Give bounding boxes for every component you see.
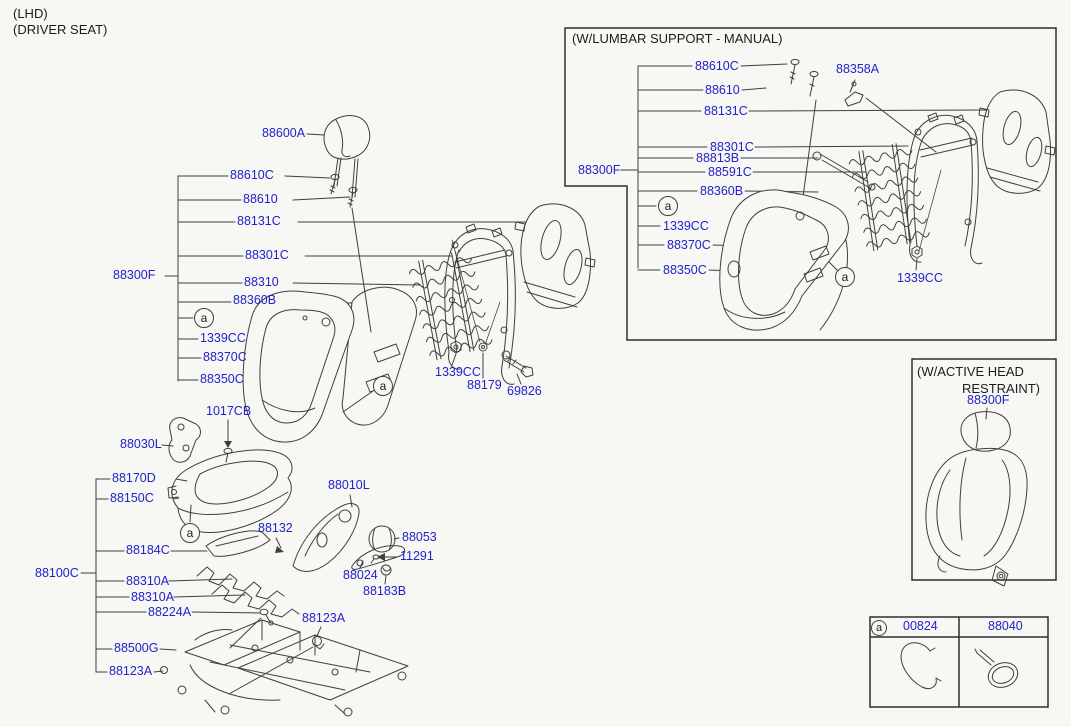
headrest-sketch [324,116,370,197]
callout-a-lumbar-bracket: a [658,196,678,216]
callout-a-lumbar-seatback: a [835,267,855,287]
mount-bracket-sketch [169,418,232,463]
legend-part-label-00824[interactable]: 00824 [903,619,938,633]
lumbar-frame-sketch [907,113,982,264]
part-label-88132[interactable]: 88132 [258,521,293,535]
part-label-88300f[interactable]: 88300F [113,268,156,282]
callout-a-legend: a [871,620,887,636]
part-label-88100c[interactable]: 88100C [35,566,79,580]
part-label-88010l[interactable]: 88010L [328,478,370,492]
lumbar-part-label-88591c[interactable]: 88591C [708,165,752,179]
knob-sketch [369,526,395,552]
active-head-seat-sketch [926,408,1027,586]
part-label-1339cc-2[interactable]: 1339CC [435,365,481,379]
lumbar-nut-sketch [912,246,922,258]
lumbar-box-title: (W/LUMBAR SUPPORT - MANUAL) [572,31,783,46]
part-label-88600a[interactable]: 88600A [262,126,306,140]
lumbar-strap-sketch [845,82,863,106]
active-head-title-line1: (W/ACTIVE HEAD [917,364,1024,379]
callout-a-main-seatback: a [373,376,393,396]
part-label-88610[interactable]: 88610 [243,192,278,206]
legend-hog-ring-sketch [901,643,941,689]
part-label-88179[interactable]: 88179 [467,378,502,392]
part-label-88360b[interactable]: 88360B [233,293,277,307]
lumbar-mat2-sketch [847,141,930,252]
lumbar-part-label-88370c[interactable]: 88370C [667,238,711,252]
drawing-note-driver-seat: (DRIVER SEAT) [13,22,108,37]
seatback-cushion-sketch [243,287,416,442]
cushion-wire-sketches [197,567,299,617]
lumbar-part-label-1339cc[interactable]: 1339CC [663,219,709,233]
part-label-88310a-2[interactable]: 88310A [131,590,175,604]
main-cushion-bracket [81,479,260,672]
lumbar-part-label-88360b[interactable]: 88360B [700,184,744,198]
legend-ring-sketch [975,649,1021,691]
part-label-88123a-2[interactable]: 88123A [109,664,153,678]
part-label-69826[interactable]: 69826 [507,384,542,398]
part-label-88030l[interactable]: 88030L [120,437,162,451]
lumbar-cushion-sketch [720,190,849,330]
back-panel-sketch [515,204,595,308]
part-label-88610c[interactable]: 88610C [230,168,274,182]
seat-track-sketch [178,620,408,716]
lumbar-part-label-88610[interactable]: 88610 [705,83,740,97]
lumbar-screws-sketch [790,59,818,96]
lumbar-part-label-88610c[interactable]: 88610C [695,59,739,73]
lumbar-part-label-88131c[interactable]: 88131C [704,104,748,118]
part-label-88123a[interactable]: 88123A [302,611,346,625]
part-label-1017cb[interactable]: 1017CB [206,404,252,418]
part-label-88184c[interactable]: 88184C [126,543,170,557]
part-label-88170d[interactable]: 88170D [112,471,156,485]
lumbar-part-label-88301c[interactable]: 88301C [710,140,754,154]
part-label-88370c[interactable]: 88370C [203,350,247,364]
part-label-88183b[interactable]: 88183B [363,584,407,598]
lumbar-part-label-88350c[interactable]: 88350C [663,263,707,277]
active-head-part-label-88300f[interactable]: 88300F [967,393,1010,407]
part-label-88310[interactable]: 88310 [244,275,279,289]
drawing-note-lhd: (LHD) [13,6,48,21]
part-label-88024[interactable]: 88024 [343,568,378,582]
part-label-88301c[interactable]: 88301C [245,248,289,262]
part-label-88053[interactable]: 88053 [402,530,437,544]
callout-a-main-cushion: a [180,523,200,543]
part-label-88224a[interactable]: 88224A [148,605,192,619]
side-shield-sketch [293,504,359,572]
part-label-88150c[interactable]: 88150C [110,491,154,505]
part-label-1339cc[interactable]: 1339CC [200,331,246,345]
lumbar-part-label-88300f[interactable]: 88300F [578,163,621,177]
part-label-88310a[interactable]: 88310A [126,574,170,588]
lumbar-part-label-88813b[interactable]: 88813B [696,151,740,165]
part-label-88350c[interactable]: 88350C [200,372,244,386]
active-head-title-line2: RESTRAINT) [962,381,1040,396]
callout-a-main-bracket: a [194,308,214,328]
part-label-88131c[interactable]: 88131C [237,214,281,228]
part-label-88500g[interactable]: 88500G [114,641,159,655]
part-label-11291[interactable]: 11291 [400,549,434,563]
lumbar-part-label-88358a[interactable]: 88358A [836,62,880,76]
legend-part-label-88040[interactable]: 88040 [988,619,1023,633]
lumbar-panel-sketch [979,90,1055,193]
lumbar-part-label-1339cc-2[interactable]: 1339CC [897,271,943,285]
